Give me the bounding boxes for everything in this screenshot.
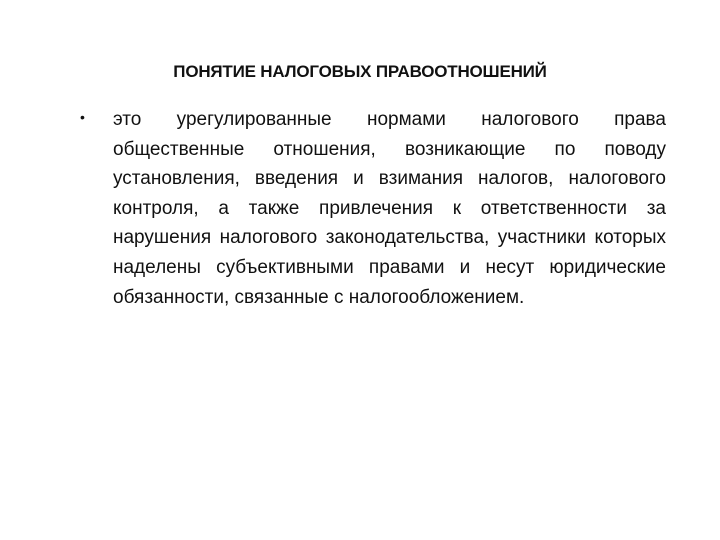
slide-body xyxy=(80,105,666,312)
slide-title: ПОНЯТИЕ НАЛОГОВЫХ ПРАВООТНОШЕНИЙ xyxy=(173,62,547,81)
bullet-text: это урегулированные нормами налогового права общественные отношения, возникающие по поводу установления, введения и взимания налогов, налогового контроля, а также привлечения к ответственности за нарушения налогового законодательства, участники которых наделены субъективными правами и несут юридические обязанности, связанные с налогообложением. xyxy=(113,109,666,308)
bullet-item xyxy=(80,105,666,312)
bullet-marker: • xyxy=(80,109,85,125)
